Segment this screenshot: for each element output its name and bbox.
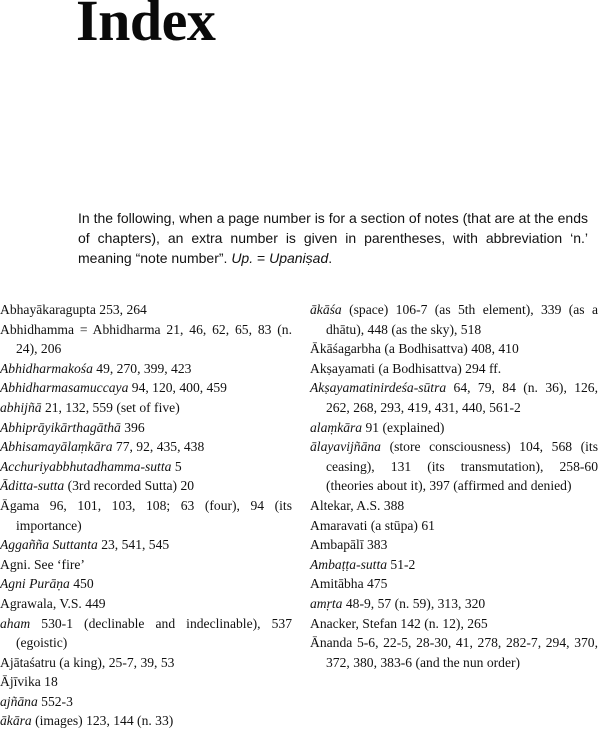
index-page-refs: 23, 541, 545 xyxy=(97,537,170,553)
index-page-refs: (space) 106-7 (as 5th element), 339 (as a dhātu), 448 (as the sky), 518 xyxy=(326,302,598,337)
index-headword: Ānanda xyxy=(310,635,353,651)
index-page-refs: 396 xyxy=(120,419,145,435)
index-page-refs: (images) 123, 144 (n. 33) xyxy=(31,713,174,729)
index-page-refs: 5 xyxy=(171,458,182,474)
index-page-refs: 475 xyxy=(363,576,388,592)
index-headword: Āgama xyxy=(0,497,40,513)
index-page-refs: 253, 264 xyxy=(95,302,147,317)
index-entry xyxy=(0,711,292,731)
index-headword: Anacker, Stefan xyxy=(310,615,398,631)
index-headword: Abhidharmakośa xyxy=(0,360,93,376)
index-headword: Amaravati xyxy=(310,517,368,533)
page-title: Index xyxy=(76,0,216,53)
index-page-refs: 64, 79, 84 (n. 36), 126, 262, 268, 293, 419, 431, 440, 561-2 xyxy=(326,380,598,415)
index-page-refs: 49, 270, 399, 423 xyxy=(92,360,192,376)
index-column-left xyxy=(0,300,292,731)
index-entry xyxy=(310,378,598,417)
index-entry xyxy=(0,457,292,477)
index-entry xyxy=(310,437,598,496)
index-entry xyxy=(310,418,598,438)
index-entry xyxy=(310,555,598,575)
index-headword: Ājīvika xyxy=(0,674,41,690)
index-headword: Altekar, A.S. xyxy=(310,497,381,513)
index-headword: ajñāna xyxy=(0,693,38,709)
index-page-refs: (3rd recorded Sutta) 20 xyxy=(64,478,195,494)
index-entry xyxy=(0,574,292,594)
index-headword: Acchuriyabbhutadhamma-sutta xyxy=(0,458,172,474)
index-entry xyxy=(310,496,598,516)
intro-text: In the following, when a page number is for a section of notes (that are at the ends of chapters), an extra number is given in parentheses, with abbreviation ‘n.’ meaning “note number”. xyxy=(78,210,588,266)
index-page-refs: 383 xyxy=(363,537,388,553)
index-page-refs: 77, 92, 435, 438 xyxy=(112,439,205,455)
index-entry xyxy=(310,359,598,379)
index-headword: Āditta-sutta xyxy=(0,478,65,494)
index-headword: ākāra xyxy=(0,713,32,729)
index-headword: Amitābha xyxy=(310,576,364,592)
intro-up: Up. xyxy=(231,250,254,266)
index-entry xyxy=(0,594,292,614)
intro-paragraph xyxy=(78,208,588,268)
index-entry xyxy=(0,418,292,438)
index-page-refs: 552-3 xyxy=(37,693,73,709)
index-headword: abhijñā xyxy=(0,399,42,415)
index-entry xyxy=(310,614,598,634)
index-headword: Abhidharmasamuccaya xyxy=(0,380,129,396)
index-page-refs: 94, 120, 400, 459 xyxy=(128,380,227,396)
index-headword: Abhiprāyikārthagāthā xyxy=(0,419,121,435)
index-entry xyxy=(0,320,292,359)
index-page-refs: 5-6, 22-5, 28-30, 41, 278, 282-7, 294, 370, 372, 380, 383-6 (and the nun order) xyxy=(326,635,598,670)
index-page-refs: (a king), 25-7, 39, 53 xyxy=(55,654,175,670)
index-headword: Akṣayamatinirdeśa-sūtra xyxy=(310,380,447,396)
intro-upanisad: Upaniṣad xyxy=(269,250,329,266)
index-entry xyxy=(0,359,292,379)
index-page-refs: 449 xyxy=(81,595,106,611)
index-entry xyxy=(310,300,598,339)
index-page-refs: (a Bodhisattva) 294 ff. xyxy=(374,360,502,376)
index-page-refs: See ‘fire’ xyxy=(30,556,85,572)
index-page-refs: 21, 132, 559 (set of five) xyxy=(41,399,180,415)
index-entry xyxy=(0,496,292,535)
index-page-refs: 530-1 (declinable and indeclinable), 537 (egoistic) xyxy=(16,615,292,651)
index-headword: Ambapālī xyxy=(310,537,364,553)
index-entry xyxy=(310,594,598,614)
index-page-refs: (store consciousness) 104, 568 (its ceasing), 131 (its transmutation), 258-60 (theories about it), 397 (affirmed and denied) xyxy=(326,439,598,494)
index-page-refs: 388 xyxy=(380,497,405,513)
index-column-right xyxy=(310,300,598,672)
index-entry xyxy=(0,476,292,496)
index-entry xyxy=(0,614,292,653)
index-entry xyxy=(310,574,598,594)
index-entry xyxy=(0,398,292,418)
index-entry xyxy=(0,437,292,457)
index-headword: Ajātaśatru xyxy=(0,654,56,670)
index-headword: amṛta xyxy=(310,595,343,611)
index-headword: Agni. xyxy=(0,556,31,572)
index-entry xyxy=(0,672,292,692)
index-page-refs: 96, 101, 103, 108; 63 (four), 94 (its importance) xyxy=(16,497,292,533)
index-entry xyxy=(0,692,292,712)
index-headword: Ambaṭṭa-sutta xyxy=(310,556,388,572)
index-entry xyxy=(310,339,598,359)
intro-period: . xyxy=(328,250,333,266)
index-page-refs: 142 (n. 12), 265 xyxy=(397,615,488,631)
index-page-refs: 18 xyxy=(40,674,58,690)
index-entry xyxy=(0,300,292,320)
index-page-refs: (a stūpa) 61 xyxy=(367,517,435,533)
index-page-refs: 450 xyxy=(69,576,94,592)
index-headword: Abhayākaragupta xyxy=(0,302,96,317)
index-headword: Akṣayamati xyxy=(310,360,375,376)
index-page-refs: = Abhidharma 21, 46, 62, 65, 83 (n. 24), 206 xyxy=(16,321,292,357)
index-headword: Ākāśagarbha xyxy=(310,341,381,357)
index-page-refs: (a Bodhisattva) 408, 410 xyxy=(380,341,519,357)
index-page-refs: 91 (explained) xyxy=(362,419,445,435)
index-entry xyxy=(0,378,292,398)
index-entry xyxy=(310,633,598,672)
index-headword: Aggañña Suttanta xyxy=(0,537,98,553)
index-entry xyxy=(0,555,292,575)
intro-equals: = xyxy=(253,250,270,266)
index-headword: Agrawala, V.S. xyxy=(0,595,82,611)
index-headword: Agni Purāṇa xyxy=(0,576,70,592)
index-page-refs: 48-9, 57 (n. 59), 313, 320 xyxy=(342,595,486,611)
index-headword: Abhisamayālaṃkāra xyxy=(0,439,113,455)
index-entry xyxy=(310,516,598,536)
index-headword: ālayavijñāna xyxy=(310,439,381,455)
index-entry xyxy=(310,535,598,555)
index-entry xyxy=(0,535,292,555)
index-headword: ākāśa xyxy=(310,302,342,317)
index-headword: alaṃkāra xyxy=(310,419,363,435)
index-headword: aham xyxy=(0,615,31,631)
index-entry xyxy=(0,653,292,673)
index-headword: Abhidhamma xyxy=(0,321,74,337)
index-page-refs: 51-2 xyxy=(387,556,416,572)
